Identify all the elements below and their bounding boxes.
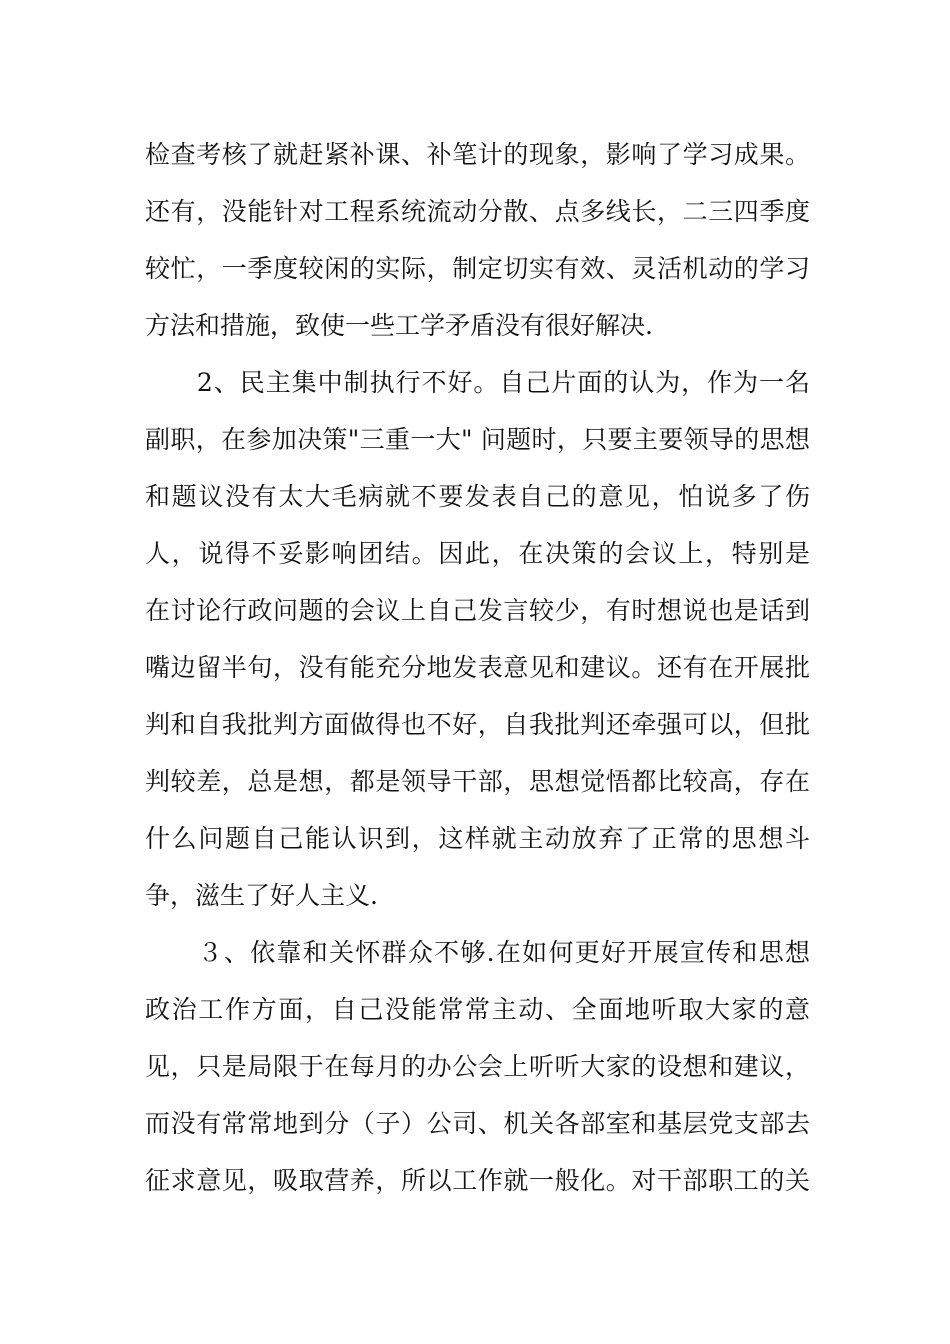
text-line: 见，只是局限于在每月的办公会上听听大家的设想和建议， bbox=[145, 1052, 810, 1081]
text-line: 判和自我批判方面做得也不好，自我批判还牵强可以，但批 bbox=[145, 710, 810, 739]
text-line: 方法和措施，致使一些工学矛盾没有很好解决. bbox=[145, 311, 653, 340]
text-line: 副职，在参加决策"三重一大" 问题时，只要主要领导的思想 bbox=[145, 425, 810, 454]
text-line: 嘴边留半句，没有能充分地发表意见和建议。还有在开展批 bbox=[145, 653, 810, 682]
text-line: 人，说得不妥影响团结。因此，在决策的会议上，特别是 bbox=[145, 539, 810, 568]
body-text bbox=[145, 126, 810, 1209]
text-line: 征求意见，吸取营养，所以工作就一般化。对干部职工的关 bbox=[145, 1166, 810, 1195]
text-line: 什么问题自己能认识到，这样就主动放弃了正常的思想斗 bbox=[145, 824, 810, 853]
text-line: 在讨论行政问题的会议上自己发言较少，有时想说也是话到 bbox=[145, 596, 810, 625]
text-line: 较忙，一季度较闲的实际，制定切实有效、灵活机动的学习 bbox=[145, 254, 810, 283]
text-line: 2、民主集中制执行不好。自己片面的认为，作为一名 bbox=[145, 368, 810, 397]
text-line: 而没有常常地到分（子）公司、机关各部室和基层党支部去 bbox=[145, 1109, 810, 1138]
text-line: 检查考核了就赶紧补课、补笔计的现象，影响了学习成果。 bbox=[145, 140, 810, 169]
text-line: 政治工作方面，自己没能常常主动、全面地听取大家的意 bbox=[145, 995, 810, 1024]
text-line: 判较差，总是想，都是领导干部，思想觉悟都比较高，存在 bbox=[145, 767, 810, 796]
text-line: 还有，没能针对工程系统流动分散、点多线长，二三四季度 bbox=[145, 197, 810, 226]
text-line: 和题议没有太大毛病就不要发表自己的意见，怕说多了伤 bbox=[145, 482, 810, 511]
text-line: ３、依靠和关怀群众不够.在如何更好开展宣传和思想 bbox=[145, 938, 810, 967]
text-line: 争，滋生了好人主义. bbox=[145, 881, 378, 910]
